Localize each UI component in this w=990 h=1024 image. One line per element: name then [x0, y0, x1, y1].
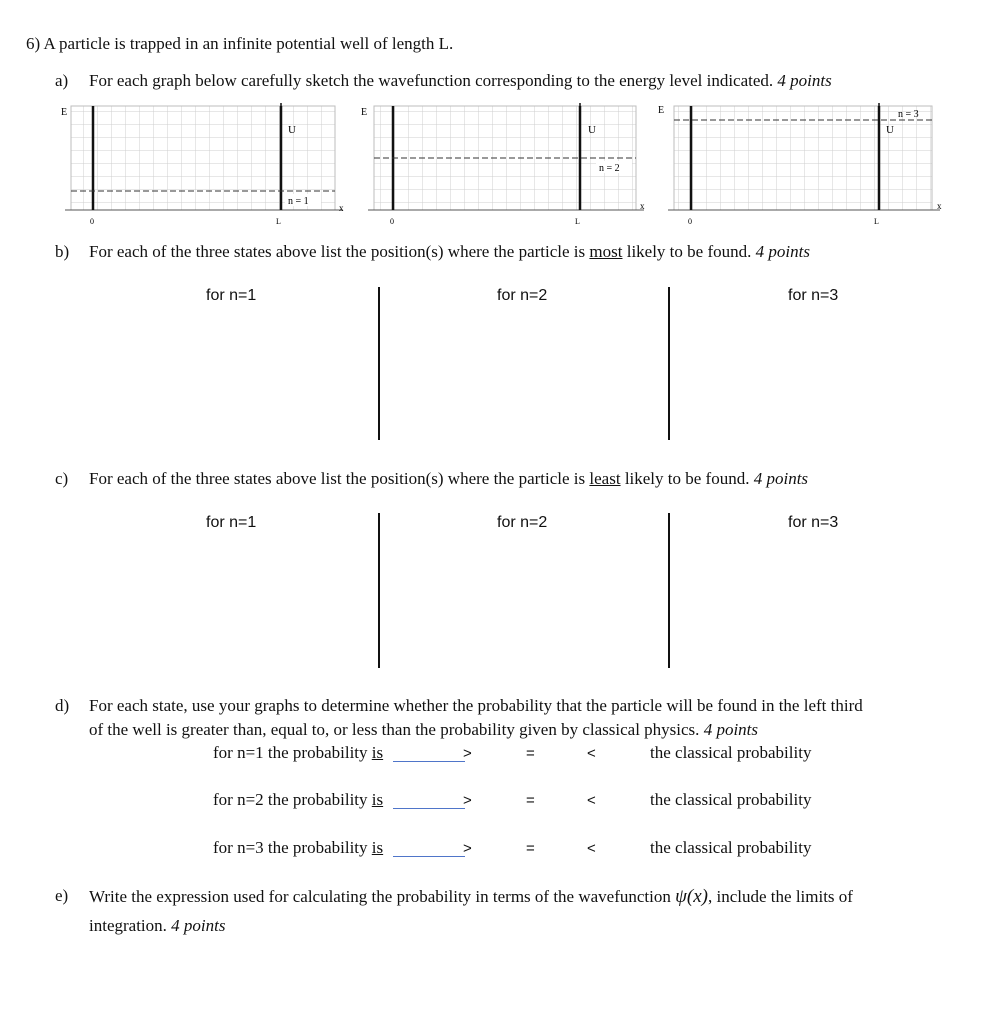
option-greater-n2[interactable]: >	[463, 792, 472, 809]
option-less-n3[interactable]: <	[587, 840, 596, 857]
part-b-divider-1	[378, 287, 380, 440]
part-a-prompt	[89, 71, 832, 91]
part-e-text-before: Write the expression used for calculating the probability in terms of the wavefunction	[89, 887, 676, 906]
option-equal-n3[interactable]: =	[526, 840, 535, 857]
x-axis-label: x	[937, 201, 942, 211]
part-d-row-n3	[213, 838, 383, 858]
row-prefix: for n=2 the probability	[213, 790, 372, 809]
part-b-prompt	[89, 242, 810, 262]
part-c-text-after: likely to be found.	[620, 469, 750, 488]
option-greater-n1[interactable]: >	[463, 745, 472, 762]
part-e-text-after: , include the limits of	[708, 887, 853, 906]
part-a-label: a)	[55, 71, 69, 90]
psi-symbol: ψ(x)	[675, 886, 709, 907]
option-equal-n2[interactable]: =	[526, 792, 535, 809]
e-axis-label: E	[361, 107, 368, 118]
part-c-col-n3: for n=3	[788, 514, 839, 531]
part-c-text-before: For each of the three states above list the position(s) where the particle is	[89, 469, 590, 488]
u-label: U	[588, 124, 596, 136]
part-b-col-n2: for n=2	[497, 287, 548, 304]
question-title: 6) A particle is trapped in an infinite potential well of length L.	[26, 34, 454, 53]
level-label: n = 2	[599, 163, 620, 174]
row-suffix-n1: the classical probability	[650, 743, 812, 762]
option-less-n1[interactable]: <	[587, 745, 596, 762]
part-c-col-n1: for n=1	[206, 514, 257, 531]
x-axis-label: x	[339, 203, 344, 213]
part-c-points: 4 points	[753, 469, 809, 488]
row-suffix-n3: the classical probability	[650, 838, 812, 857]
part-e-line2-text: integration.	[89, 916, 167, 935]
u-label: U	[886, 124, 894, 136]
level-label: n = 1	[288, 196, 309, 207]
part-d-line2-text: of the well is greater than, equal to, or less than the probability given by classical physics.	[89, 720, 700, 739]
l-label: L	[276, 217, 281, 226]
row-is: is	[371, 838, 384, 857]
level-label: n = 3	[898, 109, 919, 120]
e-axis-label: E	[658, 105, 665, 116]
part-c-emphasis: least	[589, 469, 621, 488]
origin-label: 0	[688, 217, 692, 226]
part-a-text: For each graph below carefully sketch the wavefunction corresponding to the energy level indicated.	[89, 71, 774, 90]
x-axis-label: x	[640, 201, 645, 211]
l-label: L	[575, 217, 580, 226]
origin-label: 0	[390, 217, 394, 226]
answer-blank-n3[interactable]	[393, 856, 465, 857]
answer-blank-n1[interactable]	[393, 761, 465, 762]
row-prefix: for n=1 the probability	[213, 743, 372, 762]
u-label: U	[288, 124, 296, 136]
option-equal-n1[interactable]: =	[526, 745, 535, 762]
part-b-label: b)	[55, 242, 70, 261]
e-axis-label: E	[61, 107, 68, 118]
graph-n3	[650, 98, 950, 226]
part-d-line2	[89, 720, 758, 740]
part-b-divider-2	[668, 287, 670, 440]
part-b-text-before: For each of the three states above list the position(s) where the particle is	[89, 242, 590, 261]
part-e-line2	[89, 916, 225, 936]
graph-n1	[55, 98, 355, 226]
part-a-points: 4 points	[777, 71, 832, 90]
row-is: is	[371, 790, 384, 809]
part-b-text-after: likely to be found.	[622, 242, 752, 261]
row-prefix: for n=3 the probability	[213, 838, 372, 857]
row-is: is	[371, 743, 384, 762]
option-greater-n3[interactable]: >	[463, 840, 472, 857]
l-label: L	[874, 217, 879, 226]
part-b-col-n3: for n=3	[788, 287, 839, 304]
part-e-label: e)	[55, 886, 69, 905]
part-b-points: 4 points	[755, 242, 810, 261]
part-c-divider-2	[668, 513, 670, 668]
part-e-line1	[89, 886, 853, 908]
part-d-line1: For each state, use your graphs to determine whether the probability that the particle will be found in the left third	[89, 696, 863, 715]
origin-label: 0	[90, 217, 94, 226]
part-d-label: d)	[55, 696, 70, 715]
part-b-col-n1: for n=1	[206, 287, 257, 304]
part-c-col-n2: for n=2	[497, 514, 548, 531]
answer-blank-n2[interactable]	[393, 808, 465, 809]
part-d-row-n2	[213, 790, 383, 810]
graph-n2	[352, 98, 652, 226]
part-b-emphasis: most	[589, 242, 623, 261]
option-less-n2[interactable]: <	[587, 792, 596, 809]
part-c-divider-1	[378, 513, 380, 668]
part-c-prompt	[89, 469, 808, 489]
part-e-points: 4 points	[171, 916, 226, 935]
row-suffix-n2: the classical probability	[650, 790, 812, 809]
part-d-points: 4 points	[703, 720, 758, 739]
part-c-label: c)	[55, 469, 69, 488]
part-d-row-n1	[213, 743, 383, 763]
